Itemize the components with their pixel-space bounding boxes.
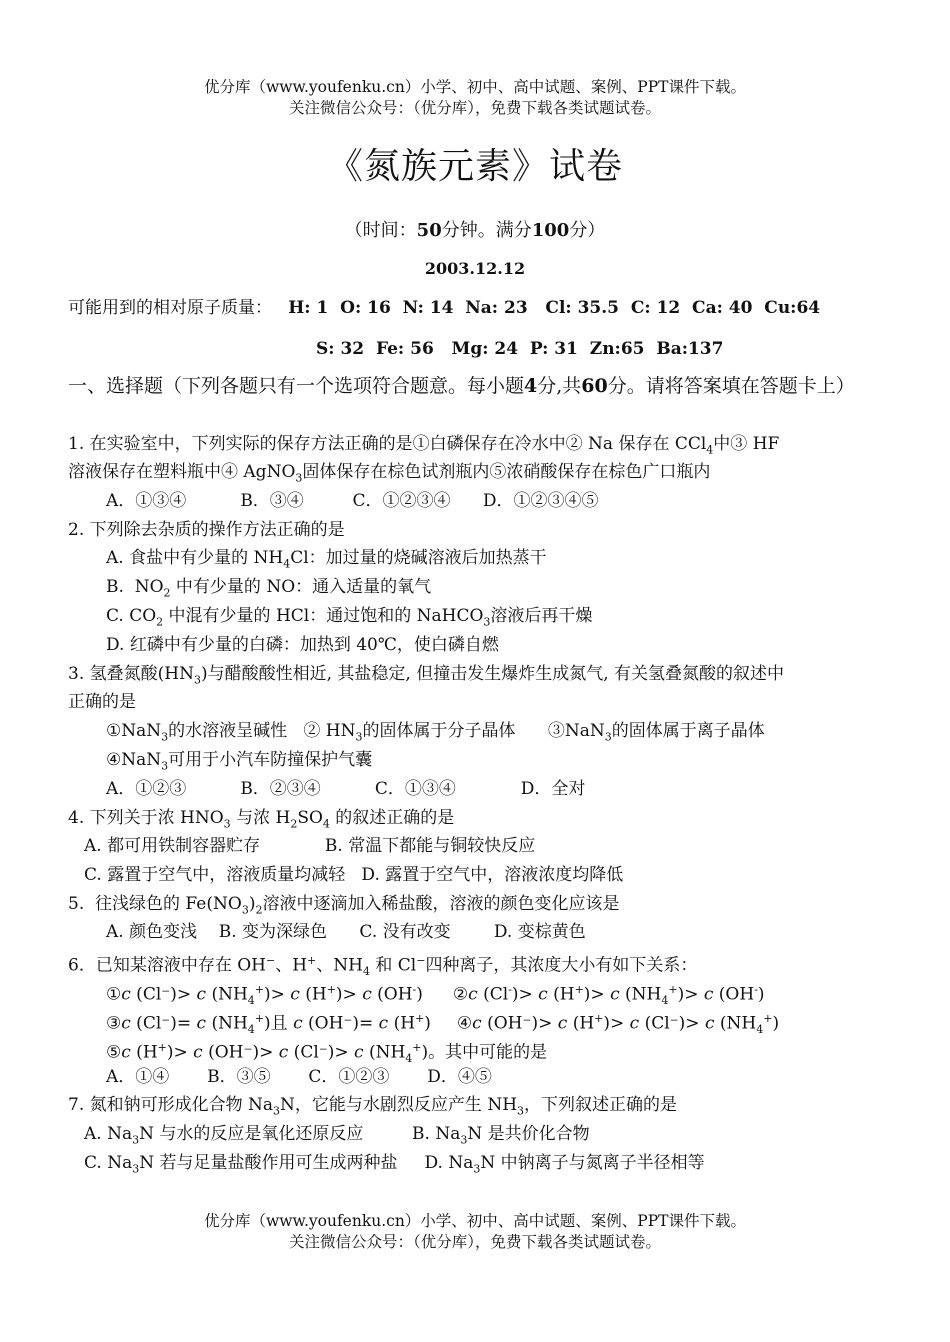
- question-3-options: A．①②③ B．②③④ C．①③④ D．全对: [106, 779, 586, 799]
- footer-line-2: 关注微信公众号：（优分库），免费下载各类试题试卷。: [288, 1233, 661, 1251]
- header-line-2: 关注微信公众号：（优分库），免费下载各类试题试卷。: [288, 99, 661, 117]
- question-2-option-b: B. $NO_2$ 中有少量的 NO：通入适量的氧气: [106, 577, 432, 600]
- question-7-options-2: C. $Na_3N$ 若与足量盐酸作用可生成两种盐 D. $Na_3N$ 中钠离子与氮离子半径相等: [84, 1153, 705, 1176]
- question-2-stem: 2. 下列除去杂质的操作方法正确的是: [68, 520, 345, 540]
- footer-line-1: 优分库（www.youfenku.cn）小学、初中、高中试题、案例、PPT课件下载。: [203, 1212, 747, 1230]
- question-2-option-d: D. 红磷中有少量的白磷：加热到 40℃，使白磷自燃: [106, 635, 499, 655]
- question-2-option-a: A. 食盐中有少量的 $NH_4Cl$：加过量的烧碱溶液后加热蒸干: [106, 548, 547, 571]
- question-4-options-2: C. 露置于空气中，溶液质量均减轻 D. 露置于空气中，溶液浓度均降低: [84, 865, 624, 885]
- question-6-relations-3: ⑤c (H+)> c (OH⁻)> c (Cl⁻)> c $(NH_4^+)$。其中可能的是: [106, 1041, 548, 1066]
- question-3-statements-2: ④NaN$_3$可用于小汽车防撞保护气囊: [106, 750, 373, 773]
- question-6-stem: 6．已知某溶液中存在 OH−、H+、$NH_4$ 和 Cl−四种离子，其浓度大小有如下关系：: [68, 954, 698, 979]
- question-4-options-1: A. 都可用铁制容器贮存 B. 常温下都能与铜较快反应: [84, 836, 536, 856]
- exam-date: 2003.12.12: [424, 259, 526, 278]
- question-1-stem-2: 溶液保存在塑料瓶中④ AgNO$_3$固体保存在棕色试剂瓶内⑤浓硝酸保存在棕色广口瓶内: [68, 462, 711, 485]
- question-4-stem: 4. 下列关于浓 $HNO_3$ 与浓 $H_2SO_4$ 的叙述正确的是: [68, 808, 455, 831]
- question-5-stem: 5. 往浅绿色的 $Fe(NO_3)_2$溶液中逐滴加入稀盐酸，溶液的颜色变化应该是: [68, 894, 620, 917]
- question-1-stem-1: 1. 在实验室中，下列实际的保存方法正确的是①白磷保存在冷水中② Na 保存在 CCl$_4$中③ HF: [68, 434, 780, 457]
- question-1-options: A．①③④ B．③④ C．①②③④ D．①②③④⑤: [106, 491, 599, 511]
- time-info: （时间：50分钟。满分100分）: [344, 220, 606, 241]
- question-6-relations-2: ③c (Cl⁻)= c $(NH_4^+)$且 c (OH⁻)= c (H+) ④c (OH⁻)> c (H+)> c (Cl⁻)> c $(NH_4^+)$: [106, 1012, 780, 1037]
- question-3-stem-2: 正确的是: [68, 692, 136, 712]
- question-6-options: A．①④ B．③⑤ C．①②③ D．④⑤: [106, 1067, 492, 1087]
- atomic-mass-line-1: 可能用到的相对原子质量： H: 1 O: 16 N: 14 Na: 23 Cl: 35.5 C: 12 Ca: 40 Cu:64: [68, 298, 821, 318]
- header-line-1: 优分库（www.youfenku.cn）小学、初中、高中试题、案例、PPT课件下载。: [203, 78, 747, 96]
- question-7-stem: 7. 氮和钠可形成化合物 $Na_3N$，它能与水剧烈反应产生 $NH_3$，下列叙述正确的是: [68, 1095, 678, 1118]
- atomic-mass-line-2: S: 32 Fe: 56 Mg: 24 P: 31 Zn:65 Ba:137: [316, 339, 724, 359]
- question-3-statements-1: ①NaN$_3$的水溶液呈碱性 ② $HN_3$的固体属于分子晶体 ③NaN$_3$的固体属于离子晶体: [106, 721, 765, 744]
- question-3-stem-1: 3. 氢叠氮酸$(HN_3)$与醋酸酸性相近, 其盐稳定, 但撞击发生爆炸生成氮气, 有关氢叠氮酸的叙述中: [68, 664, 785, 687]
- section-1-heading: 一、选择题（下列各题只有一个选项符合题意。每小题4分,共60分。请将答案填在答题卡上）: [68, 375, 855, 397]
- question-5-options: A. 颜色变浅 B. 变为深绿色 C. 没有改变 D. 变棕黄色: [106, 922, 586, 942]
- page-title: 《氮族元素》试卷: [326, 146, 623, 187]
- question-2-option-c: C. $CO_2$ 中混有少量的 HCl：通过饱和的 NaHCO$_3$溶液后再干燥: [106, 606, 593, 629]
- question-6-relations-1: ①c (Cl⁻)> c $(NH_4^+)> c$ (H+)> c (OH-) ②c (Cl-)> c (H+)> c $(NH_4^+)> c$ (OH-): [106, 983, 765, 1008]
- question-7-options-1: A. $Na_3N$ 与水的反应是氧化还原反应 B. $Na_3N$ 是共价化合物: [84, 1124, 590, 1147]
